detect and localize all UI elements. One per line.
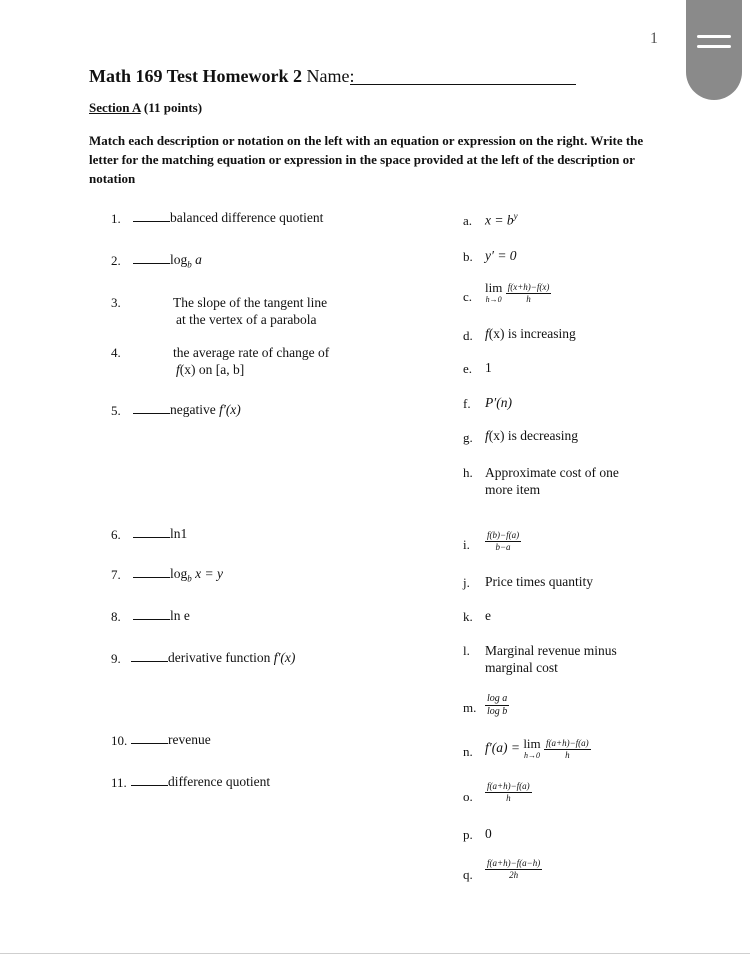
- option-expression: $\frac{f(a+h)-f(a-h)}{2h}$: [487, 858, 541, 880]
- answer-blank[interactable]: [133, 537, 170, 538]
- option-expression: e: [485, 608, 491, 623]
- item-number: 11.: [111, 775, 127, 790]
- hamburger-menu-icon[interactable]: [686, 0, 742, 100]
- option-expression: f′(a) = lim h→0 $\frac{f(a+h)-f(a)}{h}$: [485, 736, 589, 760]
- option-letter: i.: [463, 537, 470, 552]
- left-item: the average rate of change of f(x) on [a, b]: [173, 345, 330, 377]
- item-number: 8.: [111, 609, 121, 624]
- left-item: ln1: [133, 526, 187, 542]
- option-expression: f(x) is decreasing: [485, 428, 578, 443]
- section-label: Section A: [89, 100, 141, 115]
- option-letter: m.: [463, 700, 477, 715]
- option-expression: f(x) is increasing: [485, 326, 576, 341]
- answer-blank[interactable]: [131, 661, 168, 662]
- option-letter: n.: [463, 744, 473, 759]
- option-letter: p.: [463, 827, 473, 842]
- item-number: 2.: [111, 253, 121, 268]
- option-expression: $\frac{f(a+h)-f(a)}{h}$: [487, 781, 530, 803]
- option-letter: a.: [463, 213, 473, 228]
- option-expression: 0: [485, 826, 492, 841]
- option-letter: o.: [463, 789, 473, 804]
- option-letter: f.: [463, 396, 471, 411]
- page-bottom-divider: [0, 953, 750, 954]
- item-number: 10.: [111, 733, 128, 748]
- left-item: $\log_b a$: [133, 252, 202, 270]
- option-letter: q.: [463, 867, 473, 882]
- name-label: Name:: [306, 66, 355, 86]
- option-letter: c.: [463, 289, 473, 304]
- page-number: 1: [650, 30, 658, 47]
- option-expression: y′ = 0: [485, 248, 517, 263]
- name-field-line[interactable]: [350, 84, 576, 85]
- left-item: The slope of the tangent line at the vertex of a parabola: [173, 295, 328, 327]
- option-letter: e.: [463, 361, 473, 376]
- item-number: 6.: [111, 527, 121, 542]
- option-letter: g.: [463, 430, 473, 445]
- instructions: Match each description or notation on the left with an equation or expression on the right. Write the letter for the matching equation or expression in the space provided at the left of the description or notation: [89, 133, 644, 186]
- option-letter: b.: [463, 249, 473, 264]
- left-item: $\log_b x = y$: [133, 566, 223, 584]
- item-number: 5.: [111, 403, 121, 418]
- option-expression: Price times quantity: [485, 574, 593, 589]
- left-item: revenue: [131, 732, 211, 748]
- answer-blank[interactable]: [133, 413, 170, 414]
- title-text: Math 169 Test Homework 2: [89, 66, 302, 86]
- item-number: 9.: [111, 651, 121, 666]
- left-item: [133, 210, 323, 226]
- item-number: 1.: [111, 211, 121, 226]
- answer-blank[interactable]: [131, 785, 168, 786]
- item-text: balanced difference quotient: [170, 210, 324, 225]
- item-number: 7.: [111, 567, 121, 582]
- left-item: derivative function f′(x): [131, 650, 295, 666]
- option-expression: $x = b^y$: [485, 211, 518, 228]
- item-number: 4.: [111, 345, 121, 360]
- option-expression: Approximate cost of one more item: [485, 465, 619, 497]
- answer-blank[interactable]: [133, 619, 170, 620]
- option-expression: lim h→0 $\frac{f(x+h)-f(x)}{h}$: [485, 280, 550, 304]
- option-letter: k.: [463, 609, 473, 624]
- option-letter: h.: [463, 465, 473, 480]
- option-letter: l.: [463, 643, 470, 658]
- option-expression: Marginal revenue minus marginal cost: [485, 643, 617, 675]
- option-expression: P′(n): [485, 395, 512, 410]
- answer-blank[interactable]: [133, 263, 170, 264]
- section-heading: [89, 100, 202, 116]
- item-number: 3.: [111, 295, 121, 310]
- answer-blank[interactable]: [133, 577, 170, 578]
- left-item: ln e: [133, 608, 190, 624]
- option-letter: d.: [463, 328, 473, 343]
- section-points: (11 points): [143, 100, 203, 115]
- answer-blank[interactable]: [133, 221, 170, 222]
- option-expression: 1: [485, 360, 492, 375]
- left-item: negative f′(x): [133, 402, 241, 418]
- page-title: [89, 66, 354, 87]
- option-expression: $\frac{f(b)-f(a)}{b-a}$: [487, 530, 520, 552]
- answer-blank[interactable]: [131, 743, 168, 744]
- option-letter: j.: [463, 575, 470, 590]
- left-item: difference quotient: [131, 774, 270, 790]
- option-expression: $\frac{\text{log a}}{\text{log b}}$: [487, 693, 508, 717]
